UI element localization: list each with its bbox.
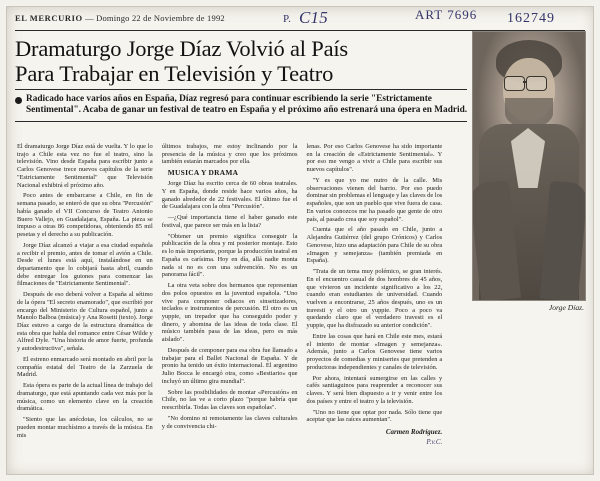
paragraph: Esta ópera es parte de la actual línea de trabajo del dramaturgo, que está apuntando cada vez más por la música, como un elemento clave en la creación dramática. bbox=[17, 382, 153, 413]
lead-divider bbox=[15, 121, 467, 122]
publication-date: Domingo 22 de Noviembre de 1992 bbox=[96, 13, 225, 23]
paragraph: últimos trabajos, me estoy inclinando por la presencia de la música y creo que los próximos también estarán marcados por ella. bbox=[161, 143, 298, 166]
lead-text: Radicado hace varios años en España, Díaz regresó para continuar escribiendo la serie "Estrictamente Sentimental". Acaba de ganar un festival de teatro en España y el próximo año estrenará una ópera en Madrid. bbox=[26, 94, 468, 116]
masthead-separator: — bbox=[85, 13, 94, 23]
headline-line-2: Para Trabajar en Televisión y Teatro bbox=[15, 61, 334, 86]
article-columns bbox=[17, 143, 587, 461]
paragraph: Después de componer para esa obra fue llamado a trabajar para el Ballet Nacional de España. Y de pronto ha tenido un éxito internacional. El argentino Julio Bocca le encargó otra, como «Bestiario» que incluyó un último gira mundial". bbox=[161, 347, 298, 385]
handwritten-archive-number: 162749 bbox=[507, 11, 555, 26]
headline-line-1: Dramaturgo Jorge Díaz Volvió al País bbox=[15, 36, 348, 61]
paragraph: Jorge Díaz ha escrito cerca de 60 obras teatrales. Y en España, donde reside hace varios años, ha ganado alrededor de 22 festivales. El último fue el de Guadalajara con la obra "Percusión". bbox=[161, 180, 298, 211]
handwritten-page-code: C15 bbox=[299, 8, 328, 27]
paragraph: —¿Qué importancia tiene el haber ganado este festival, que parece ser más en la lista? bbox=[161, 214, 298, 229]
photo-glasses-right bbox=[526, 76, 547, 91]
article-lead bbox=[15, 94, 476, 117]
paragraph: Jorge Díaz alcanzó a viajar a esa ciudad española a recibir el premio, antes de tomar el avión a Chile. Desde el lunes está aquí, instalándose en un departamento que lo cobijará hasta abril, cuando debe entregar los guiones para comenzar las filmaciones de "Estrictamente Sentimental". bbox=[17, 241, 153, 288]
article-column-2 bbox=[162, 143, 298, 461]
newspaper-name: EL MERCURIO bbox=[15, 13, 83, 23]
headline-divider bbox=[15, 89, 467, 90]
photo-caption: Jorge Díaz. bbox=[548, 303, 584, 312]
section-subheading: MUSICA Y DRAMA bbox=[167, 168, 239, 178]
paragraph: "No domino ni remotamente las claves culturales y de convivencia chi- bbox=[161, 415, 298, 430]
newspaper-clipping bbox=[6, 6, 594, 475]
paragraph: "Obtener un premio significa conseguir la publicación de la obra y mi posterior montaje. Esto es lo más importante, porque la producción teatral en España es carísima. Hoy en día, allá nadie monta nada si no es con una subvención. No es un panorama fácil". bbox=[161, 232, 298, 279]
article-column-3 bbox=[307, 143, 443, 461]
paragraph: El dramaturgo Jorge Díaz está de vuelta. Y lo que lo trajo a Chile esta vez no fue el teatro, sino la televisión. Vino desde España para escribir junto a Carlos Genovese trece nuevos capítulos de la serie "Estrictamente Sentimental" que Televisión Nacional exhibirá el próximo año. bbox=[17, 143, 153, 189]
photo-glasses-left bbox=[504, 76, 525, 91]
paragraph: "Y es que yo me nutro de la calle. Mis observaciones vienen del barrio. Por eso puedo dominar sin problemas el lenguaje y las claves de los españoles, que son un pueblo que vive fuera de casa. En varios conozcos me ha pasado que gente de otro país, al pasado crea que soy español". bbox=[306, 177, 443, 223]
handwritten-signature: P.v.C. bbox=[426, 437, 443, 446]
article-column-1 bbox=[17, 143, 153, 461]
paragraph: Sobre las posibilidades de montar «Percusión» en Chile, no las ve a corto plazo "porque habría que reescribirla. Todas las claves son españolas". bbox=[161, 388, 298, 412]
masthead bbox=[15, 7, 585, 29]
byline: Carmen Rodríguez. bbox=[385, 428, 443, 437]
paragraph: "Trata de un tema muy polémico, se gran interés. En el encuentro casual de dos hombres de 45 años, que vivieron un incidente significativo a los 22, cuando eran estudiantes de universidad. Cuando vuelven a encontrarse, 25 años después, uno es un travesti y el otro un yuppie. Poco a poco va quedando claro que el verdadero travesti es el yuppie, que ha disfrazado su anterior condición". bbox=[306, 268, 443, 330]
paragraph: Cuenta que el año pasado en Chile, junto a Alejandra Gutiérrez (del grupo Crónicos) y Carlos Genovese, hizo una adaptación para Chile de su obra «Imagen y semejanza» (también premiada en España). bbox=[306, 226, 443, 265]
paragraph: Poco antes de embarcarse a Chile, en fin de semana pasado, se enteró de que su obra "Percusión" había ganado el VII Concurso de Teatro Antonio Buero Vallejo, en Guadalajara, España. La pieza se impuso a otras 86 competidoras, obteniendo 85 mil pesetas y el derecho a su publicación. bbox=[17, 192, 153, 238]
paragraph: Después de eso deberá volver a España al sétimo de la ópera "El secreto enamorado", que escribió por encargo del Ministerio de Cultura español, junto a Manolo Balboa (música) y Ana Rosetti (texto). Jorge Díaz estuvo a cargo de la estructura dramática de esta obra que habla del romance entre César Wilde y Alfred Dyle. "Una historia de amor fuerte, profunda y autodestructiva", señala. bbox=[17, 291, 153, 353]
paragraph: "Siento que las anécdotas, los cálculos, no se pueden montar muchísimo a través de la música. En mis bbox=[17, 416, 153, 439]
paragraph: lenas. Por eso Carlos Genovese ha sido importante en la creación de «Estrictamente Sentimental». Y por eso me vengo a vivir a Chile para escribir sus nuevos capítulos". bbox=[306, 143, 443, 174]
handwritten-page-mark: P. bbox=[283, 13, 292, 25]
handwritten-archive-code: ART 7696 bbox=[415, 7, 478, 22]
article-column-4-spacer bbox=[451, 143, 587, 461]
paragraph: La otra veta sobre dos hermanos que representan dos polos opuestos en la juventud española. "Uno vive para componer odiacos en sinsetizadores, teclados e instrumentos de percusión. El otro es un yuppie, un trepador que ha conseguido poder y dinero, y abomina de las ideas de toda clase. El músico también pasa de las ideas, pero es más aislado". bbox=[161, 282, 298, 344]
photo-glasses-bridge bbox=[523, 81, 527, 83]
paragraph: El estreno enmarcado será montado en abril por la compañía estatal del Teatro de la Zarzuela de Madrid. bbox=[17, 356, 153, 379]
paragraph: Entre las cosas que hará en Chile este mes, estará el intento de montar «Imagen y semejanza». Además, junto a Carlos Genovese tiene varios proyectos de comedias y miniseries que pretenden a productoras independientes y canales de televisión. bbox=[306, 332, 443, 371]
page-title bbox=[15, 36, 465, 86]
paragraph: Por ahora, intentará sumergirse en las calles y cafés santiaguinos para reaprender a reconocer sus claves. Y será bien dispuesto a ir y venir entre los dos países y entre el teatro y la televisión. bbox=[306, 374, 443, 405]
paragraph: "Uno no tiene que optar por nada. Sólo tiene que aceptar que las raíces aumentan". bbox=[306, 408, 443, 424]
bullet-icon bbox=[15, 97, 22, 104]
